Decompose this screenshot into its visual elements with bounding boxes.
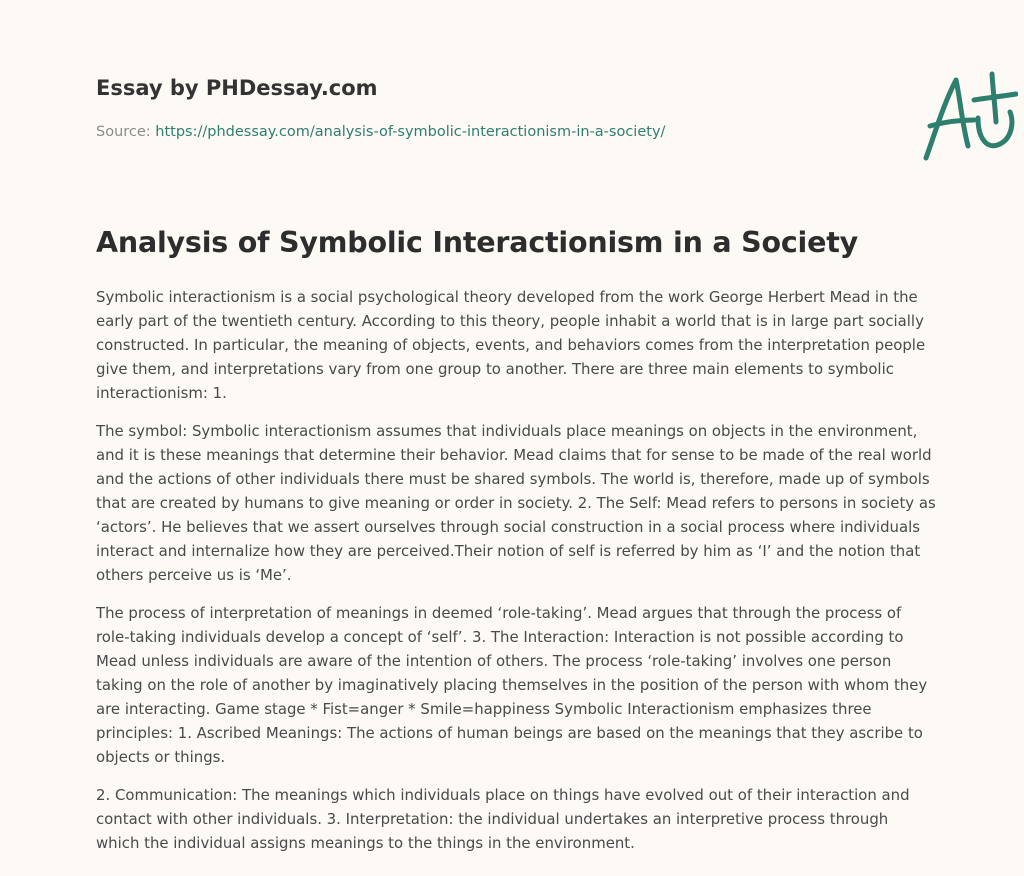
source-label: Source: xyxy=(96,124,151,140)
a-plus-grade-icon xyxy=(916,68,1018,164)
paragraph: The process of interpretation of meanings in deemed ‘role-taking’. Mead argues that through the process of role-taking individuals develop a concept of ‘self’. 3. The Interaction: Interaction is not possible according to Mead unless individuals are aware of the intention of others. The process ‘role-taking’ involves one person taking on the role of another by imaginatively placing themselves in the position of the person with whom they are interacting. Game stage * Fist=anger * Smile=happiness Symbolic Interactionism emphasizes three principles: 1. Ascribed Meanings: The actions of human beings are based on the meanings that they ascribe to objects or things. xyxy=(96,604,928,766)
site-brand: Essay by PHDessay.com xyxy=(96,76,378,100)
source-link[interactable]: https://phdessay.com/analysis-of-symbolic-interactionism-in-a-society/ xyxy=(155,124,666,140)
paragraph: 2. Communication: The meanings which individuals place on things have evolved out of their interaction and contact with other individuals. 3. Interpretation: the individual undertakes an interpretive process through which the individual assigns meanings to the things in the environment. xyxy=(96,786,910,852)
paragraph: Symbolic interactionism is a social psychological theory developed from the work George Herbert Mead in the early part of the twentieth century. According to this theory, people inhabit a world that is in large part socially constructed. In particular, the meaning of objects, events, and behaviors comes from the interpretation people give them, and interpretations vary from one group to another. There are three main elements to symbolic interactionism: 1. xyxy=(96,288,926,402)
source-line xyxy=(96,124,665,140)
essay-body xyxy=(96,285,936,869)
essay-title: Analysis of Symbolic Interactionism in a Society xyxy=(96,226,859,259)
paragraph: The symbol: Symbolic interactionism assumes that individuals place meanings on objects in the environment, and it is these meanings that determine their behavior. Mead claims that for sense to be made of the real world and the actions of other individuals there must be shared symbols. The world is, therefore, made up of symbols that are created by humans to give meaning or order in society. 2. The Self: Mead refers to persons in society as ‘actors’. He believes that we assert ourselves through social construction in a social process where individuals interact and internalize how they are perceived.Their notion of self is referred by him as ‘I’ and the notion that others perceive us is ‘Me’. xyxy=(96,422,936,584)
